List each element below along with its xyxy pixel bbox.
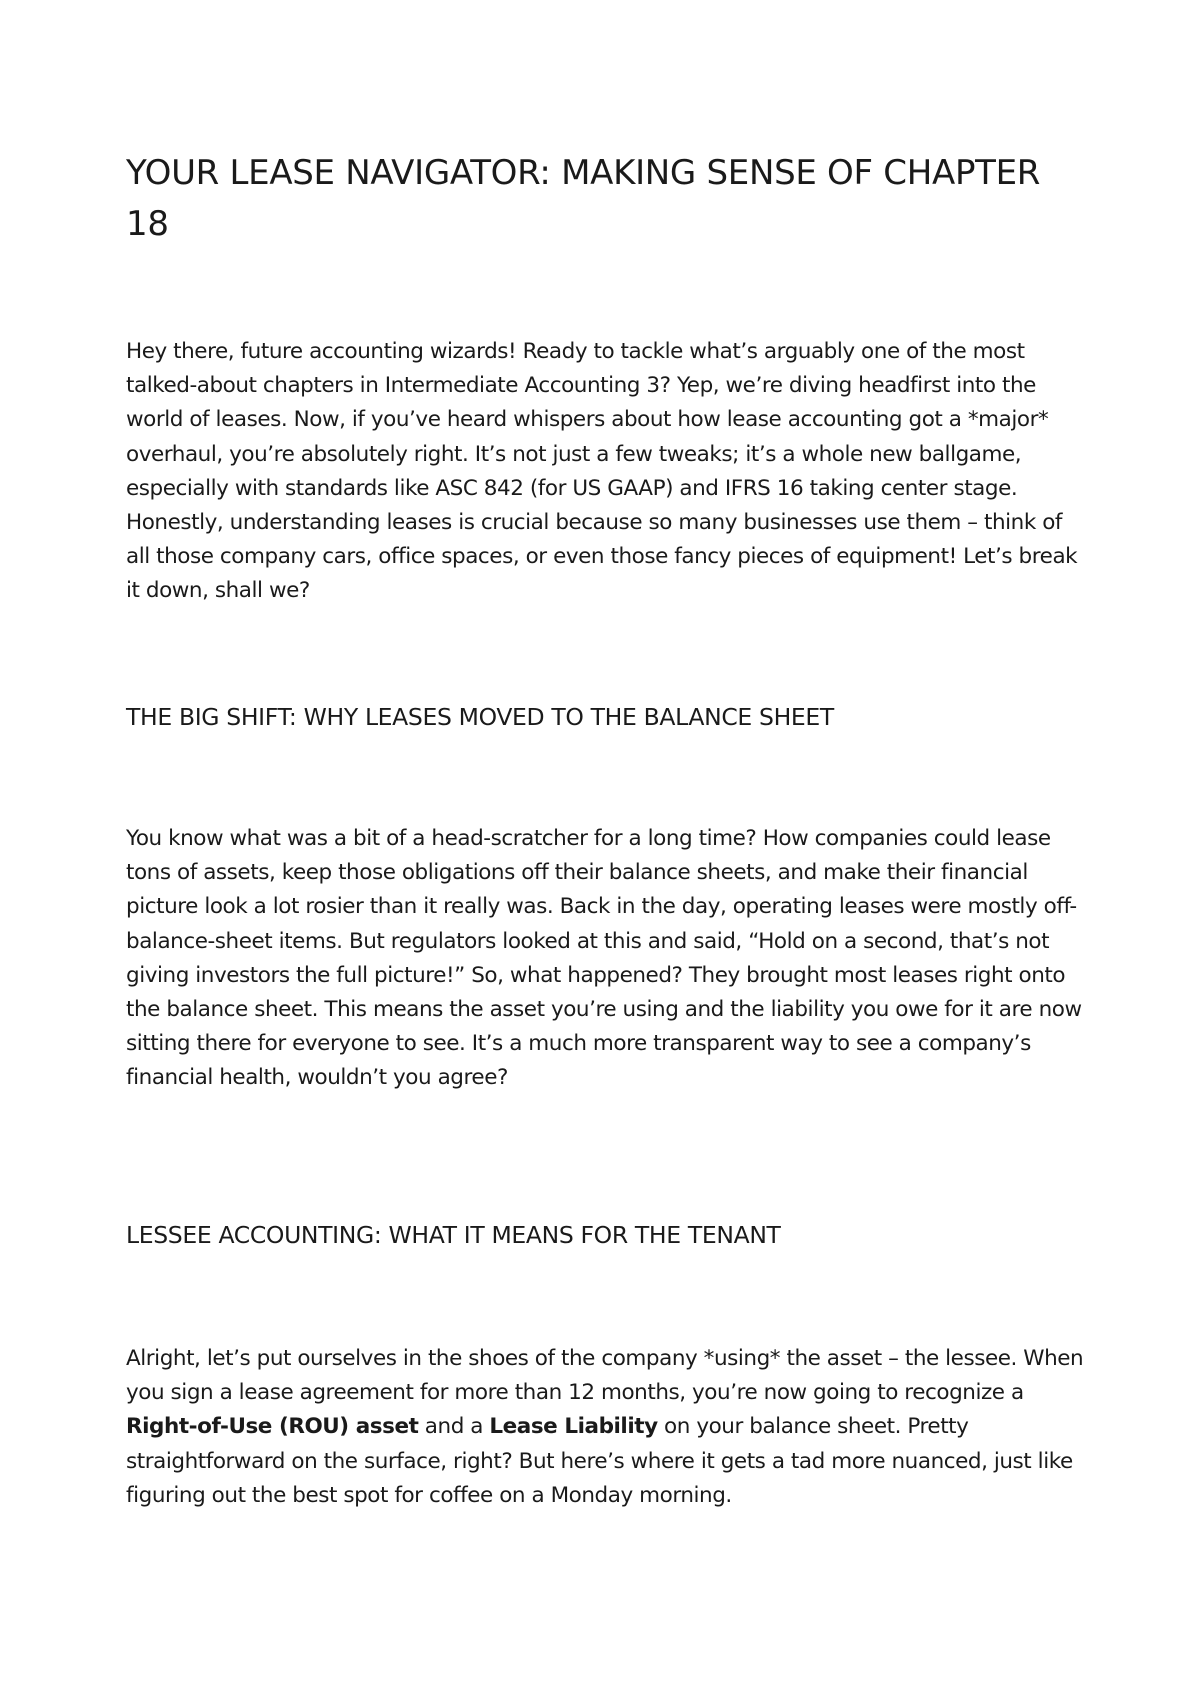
section-body-big-shift: You know what was a bit of a head-scratcher for a long time? How companies could lease tons of assets, keep those obligations off their balance sheets, and make their financial picture look a lot rosier than it really was. Back in the day, operating leases were mostly off-balance-sheet items. But regulators looked at this and said, “Hold on a second, that’s not giving investors the full picture!” So, what happened? They brought most leases right onto the balance sheet. This means the asset you’re using and the liability you owe for it are now sitting there for everyone to see. It’s a much more transparent way to see a company’s financial health, wouldn’t you agree? [126,826,1082,1091]
section-body-lessee [126,1342,1086,1513]
lease-liability-term: Lease Liability [489,1414,658,1440]
lessee-text-part-3: on your balance sheet. Pretty straightforward on the surface, right? But here’s where it gets a tad more nuanced, just like figuring out the best spot for coffee on a Monday morning. [126,1414,1073,1508]
intro-paragraph: Hey there, future accounting wizards! Ready to tackle what’s arguably one of the most talked-about chapters in Intermediate Accounting 3? Yep, we’re diving headfirst into the world of leases. Now, if you’ve heard whispers about how lease accounting got a *major* overhaul, you’re absolutely right. It’s not just a few tweaks; it’s a whole new ballgame, especially with standards like ASC 842 (for US GAAP) and IFRS 16 taking center stage. Honestly, understanding leases is crucial because so many businesses use them – think of all those company cars, office spaces, or even those fancy pieces of equipment! Let’s break it down, shall we? [126,339,1078,604]
lessee-text-part-2: and a [418,1414,490,1440]
lessee-text-part-1: Alright, let’s put ourselves in the shoes of the company *using* the asset – the lessee. When you sign a lease agreement for more than 12 months, you’re now going to recognize a [126,1346,1084,1406]
section-heading-big-shift: THE BIG SHIFT: WHY LEASES MOVED TO THE BALANCE SHEET [126,703,834,731]
section-heading-lessee: LESSEE ACCOUNTING: WHAT IT MEANS FOR THE TENANT [126,1221,781,1249]
document-title: YOUR LEASE NAVIGATOR: MAKING SENSE OF CHAPTER 18 [126,153,1041,244]
rou-asset-term: Right-of-Use (ROU) asset [126,1414,419,1440]
